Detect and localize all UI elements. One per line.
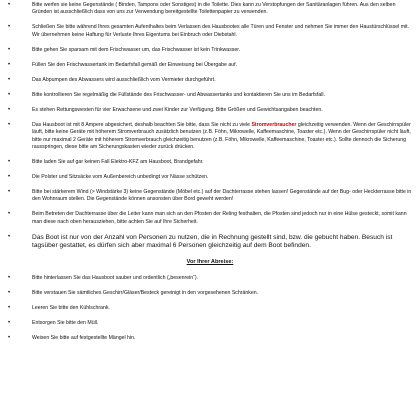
bullet-icon: • bbox=[8, 174, 11, 181]
item-text: Bitte verstauen Sie sämtliches Geschirr/Gläser/Besteck gereinigt in den vorgesehenen Schränken. bbox=[32, 290, 259, 297]
list-item bbox=[8, 122, 412, 152]
list-item bbox=[8, 92, 412, 99]
item-text: Leeren Sie bitte den Kühlschrank. bbox=[32, 305, 110, 312]
bullet-icon: • bbox=[8, 290, 11, 297]
bullet-icon: • bbox=[8, 46, 11, 53]
bullet-icon: • bbox=[8, 159, 11, 166]
list-item bbox=[8, 211, 412, 226]
bullet-icon: • bbox=[8, 2, 11, 8]
item-text: Weisen Sie bitte auf festgestellte Mängel hin. bbox=[32, 335, 136, 342]
highlight-text: Stromverbraucher bbox=[251, 121, 297, 128]
list-item bbox=[8, 24, 412, 39]
list-item bbox=[8, 62, 412, 69]
item-text: Entsorgen Sie bitte den Müll. bbox=[32, 320, 99, 327]
list-item bbox=[8, 107, 412, 114]
bullet-icon: • bbox=[8, 24, 11, 31]
item-text: Bitte gehen Sie sparsam mit dem Frischwasser um, das Frischwasser ist kein Trinkwasser. bbox=[32, 46, 241, 53]
section-heading-departure: Vor Ihrer Abreise: bbox=[186, 259, 234, 266]
bullet-icon: • bbox=[8, 106, 11, 113]
bullet-icon: • bbox=[8, 305, 11, 312]
list-item bbox=[8, 305, 412, 312]
item-text: gleichzeitig verwenden. Wenn der Geschirrspüler läuft, bitte keine Geräte mit höherem Stromverbrauch zusätzlich benutzen (z.B. Föhn, Mikrowelle, Kaffeemaschine, Toaster etc.). Wenn der Geschirrspüler nicht läuft, bitte nur maximal 2 Geräte mit höherem Stromverbrauch gleichzeitig benutzen (z.B. Föhn, Mikrowelle, Kaffeemaschine, Toaster etc.). Sollte dennoch die Sicherung rausspringen, diese bitte am Sicherungskasten wieder zurück drücken. bbox=[32, 121, 411, 151]
bullet-icon: • bbox=[8, 76, 11, 83]
departure-list bbox=[8, 275, 412, 342]
item-text: Bitte werfen sie keine Gegenstände ( Binden, Tampons oder Sonstiges) in die Toilette. Dies kann zu Verstopfungen der Sanitäranlagen führen. Aus den selben Gründen ist ausschließlich dass von uns zur Verwendung bereitgestellte Toilettenpapier zu verwenden. bbox=[32, 2, 396, 16]
item-text: Füllen Sie den Frischwassertank im Bedarfsfall gemäß der Einweisung bei Übergabe auf. bbox=[32, 61, 238, 68]
bullet-icon: • bbox=[8, 211, 11, 218]
item-text: Es stehen Rettungswesten für vier Erwachsene und zwei Kinder zur Verfügung. Bitte Größen und Gewichtsangaben beachten. bbox=[32, 106, 323, 113]
bullet-icon: • bbox=[8, 275, 11, 282]
list-item bbox=[8, 335, 412, 342]
item-text: Das Boot ist nur von der Anzahl von Personen zu nutzen, die in Rechnung gestellt sind, bzw. die gebucht haben. Besuch ist tagsüber gestattet, es dürfen sich aber maximal 6 Personen gleichzeitig auf dem Boot befinden. bbox=[32, 233, 393, 250]
list-item bbox=[8, 290, 412, 297]
bullet-icon: • bbox=[8, 61, 11, 68]
list-item bbox=[8, 77, 412, 84]
item-text: Das Abpumpen des Abwassers wird ausschließlich vom Vermieter durchgeführt. bbox=[32, 76, 216, 83]
item-text: Bitte bei stärkerem Wind (> Windstärke 3) keine Gegenstände (Möbel etc.) auf der Dachterrasse stehen lassen! Gegenstände auf der Bug- oder Heckterrasse bitte in den Wohnraum stellen. Die Gegenstände können ansonsten über Bord geweht werden! bbox=[32, 189, 412, 203]
list-item bbox=[8, 47, 412, 54]
bullet-icon: • bbox=[8, 91, 11, 98]
rules-list bbox=[8, 2, 412, 251]
list-item bbox=[8, 159, 412, 166]
bullet-icon: • bbox=[8, 335, 11, 342]
list-item bbox=[8, 189, 412, 204]
item-text: Bitte hinterlassen Sie das Hausboot sauber und ordentlich („besenrein“). bbox=[32, 275, 199, 282]
list-item bbox=[8, 174, 412, 181]
item-text: Das Hausboot ist mit 8 Ampere abgesichert, deshalb beachten Sie bitte, dass Sie nicht zu viele bbox=[32, 121, 252, 128]
bullet-icon: • bbox=[8, 320, 11, 327]
list-item bbox=[8, 275, 412, 282]
bullet-icon: • bbox=[8, 233, 11, 240]
bullet-icon: • bbox=[8, 121, 11, 128]
item-text: Die Polster und Sitzsäcke vom Außenbereich unbedingt vor Nässe schützen. bbox=[32, 174, 209, 181]
bullet-icon: • bbox=[8, 189, 11, 196]
item-text: Beim Betreten der Dachterrasse über die Leiter kann man sich an den Pfosten der Reling festhalten, die Pfosten sind jedoch nur in eine Hülse gesteckt, somit kann man diese nach oben herausziehen, bitte achten Sie auf Ihre Sicherheit. bbox=[32, 211, 407, 225]
list-item bbox=[8, 234, 412, 251]
item-text: Bitte laden Sie auf gar keinen Fall Elektro-KFZ am Hausboot, Brandgefahr. bbox=[32, 159, 204, 166]
list-item bbox=[8, 2, 412, 17]
item-text: Schließen Sie bitte während Ihres gesamten Aufenthaltes beim Verlassen des Hausbootes alle Türen und Fenster und nehmen Sie immer den Haustürschlüssel mit. Wir übernehmen keine Haftung für Verluste Ihres Eigentums bei Einbruch oder Diebstahl. bbox=[32, 24, 410, 38]
item-text: Bitte kontrollieren Sie regelmäßig die Füllstände des Frischwasser- und Abwassertanks und kontaktieren Sie uns im Bedarfsfall. bbox=[32, 91, 325, 98]
list-item bbox=[8, 320, 412, 327]
